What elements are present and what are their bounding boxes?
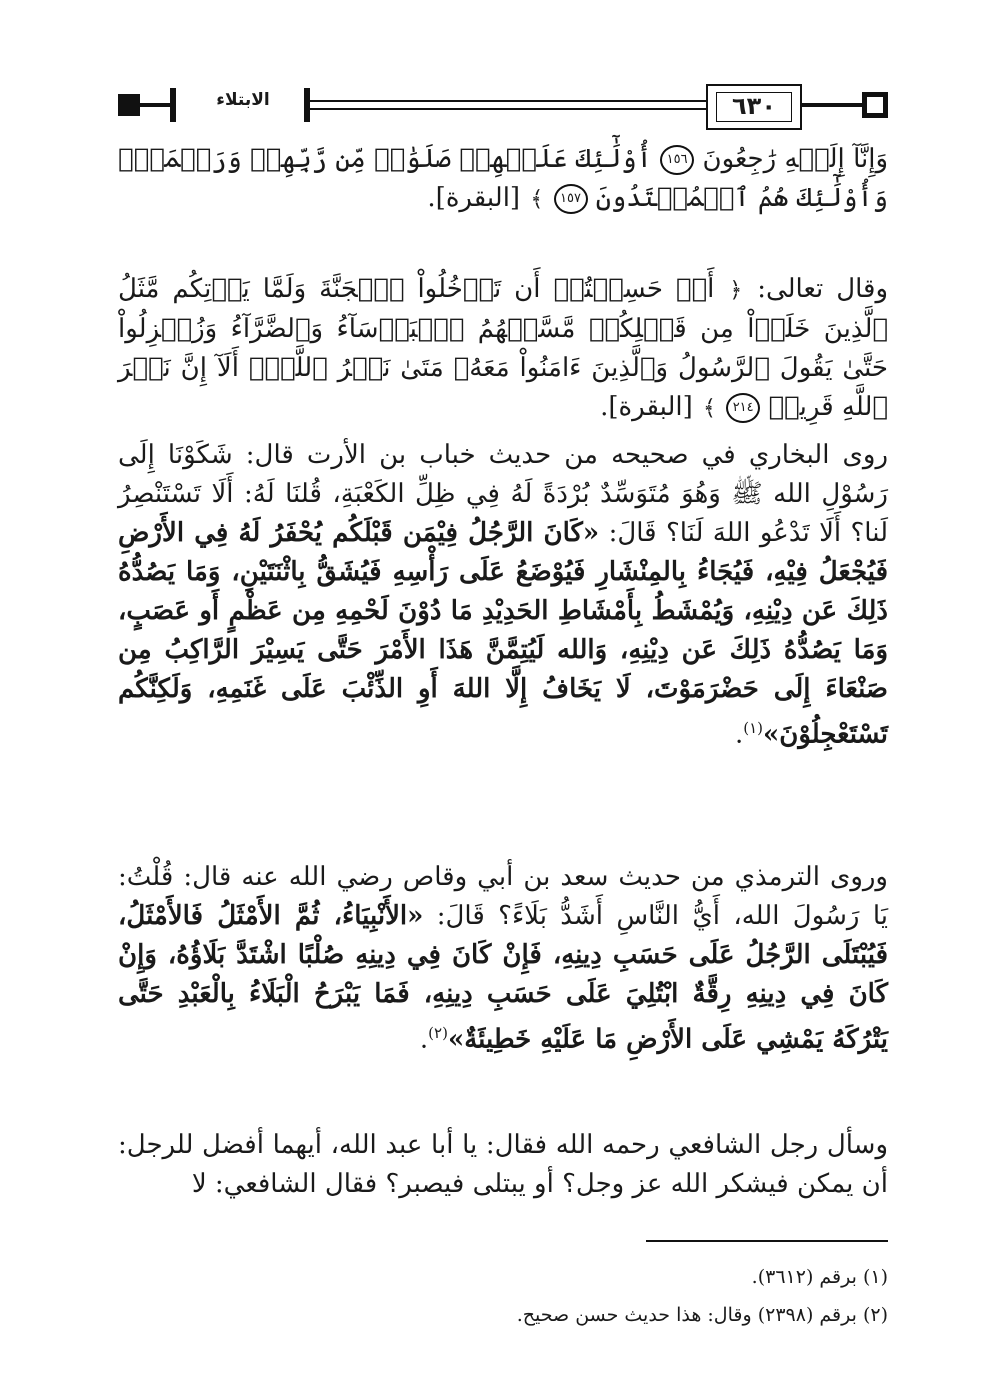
quran-open-bracket: ﴿ [729,278,743,303]
header-rule-double-bottom [310,108,706,110]
paragraph-shafii [118,1126,888,1204]
paragraph-text: وسأل رجل الشافعي رحمه الله فقال: يا أبا عبد الله، أيهما أفضل للرجل: أن يمكن فيشكر الله عز وجل؟ أو يبتلى فيصبر؟ فقال الشافعي: لا [118,1130,888,1199]
paragraph-end: . [734,719,744,750]
hadith-narration: يَا رَسُولَ الله، أَيُّ النَّاسِ أَشَدُّ بَلَاءً؟ قَالَ: [436,901,889,931]
running-title: الابتلاء [216,90,270,110]
quran-close-bracket: ﴾ [530,187,544,212]
footnote-reference: (٢) [428,1024,448,1042]
paragraph-quran-baqarah-156-157 [118,140,888,219]
verse-text: أَمۡ حَسِبۡتُمۡ أَن تَدۡخُلُواْ ٱلۡجَنَّةَ وَلَمَّا يَأۡتِكُم مَّثَلُ ٱلَّذِينَ خَلَوۡاْ مِن قَبۡلِكُمۖ مَّسَّتۡهُمُ ٱلۡبَأۡسَآءُ وَٱلضَّرَّآءُ وَزُلۡزِلُواْ حَتَّىٰ يَقُولَ ٱلرَّسُولُ وَٱلَّذِينَ ءَامَنُواْ مَعَهُۥ مَتَىٰ نَصۡرُ ٱللَّهِۗ أَلَآ إِنَّ نَصۡرَ ٱللَّهِ قَرِيبٞ [118,274,888,422]
paragraph-intro: وقال تعالى: [757,274,889,304]
page-number: ٦٣٠ [732,92,776,120]
paragraph-intro: روى البخاري في صحيحه من حديث خباب بن الأرت قال: [245,440,889,470]
hadith-narration: شَكَوْنَا إِلَى رَسُوْلِ الله ﷺ وَهُوَ مُتَوَسِّدٌ بُرْدَةً لَهُ فِي ظِلِّ الكَعْبَةِ، قُلنَا لَهُ: أَلَا تَسْتَنْصِرُ لَنا؟ أَلَا تَدْعُو اللهَ لَنَا؟ قَالَ: [118,440,888,548]
paragraph-hadith-saad [118,858,888,1060]
surah-reference: [البقرة]. [427,183,521,213]
footnotes [118,1258,888,1334]
header-bar [304,88,310,122]
ayah-number-marker: ٢١٤ [726,393,760,423]
footnote-separator [646,1240,888,1242]
hadith-text: «الأَنْبِيَاءُ، ثُمَّ الأَمْثَلُ فَالأَمْثَلُ، فَيُبْتَلَى الرَّجُلُ عَلَى حَسَبِ دِينِهِ، فَإِنْ كَانَ فِي دِينِهِ صُلْبًا اشْتَدَّ بَلَاؤُهُ، وَإِنْ كَانَ فِي دِينِهِ رِقَّةٌ ابْتُلِيَ عَلَى حَسَبِ دِينِهِ، فَمَا يَبْرَحُ الْبَلَاءُ بِالْعَبْدِ حَتَّى يَتْرُكَهُ يَمْشِي عَلَى الأَرْضِ مَا عَلَيْهِ خَطِيئَةٌ» [118,901,888,1055]
verse-text: أُوْلَٰٓئِكَ عَلَيۡهِمۡ صَلَوَٰتٞ مِّن رَّبِّهِمۡ وَرَحۡمَةٞۖ وَأُوْلَٰٓئِكَ هُمُ ٱلۡمُهۡتَدُونَ [118,144,888,213]
footnote-1: (١) برقم (٣٦١٢). [751,1266,888,1288]
hadith-text: «كَانَ الرَّجُلُ فِيْمَن قَبْلَكُم يُحْفَرُ لَهُ فِي الأَرْضِ فَيُجْعَلُ فِيْهِ، فَيُجَاءُ بِالمِنْشَارِ فَيُوْضَعُ عَلَى رَأْسِهِ فَيُشَقُّ بِاثْنَتَيْنِ، وَمَا يَصُدُّهُ ذَلِكَ عَن دِيْنِهِ، وَيُمْشَطُ بِأَمْشَاطِ الحَدِيْدِ مَا دُوْنَ لَحْمِهِ مِن عَظْمٍ أَو عَصَبٍ، وَمَا يَصُدُّهُ ذَلِكَ عَن دِيْنِهِ، وَالله لَيُتِمَّنَّ هَذَا الأَمْرَ حَتَّى يَسِيْرَ الرَّاكِبُ مِن صَنْعَاءَ إِلَى حَضْرَمَوْتَ، لَا يَخَافُ إِلَّا اللهَ أَوِ الذِّئْبَ عَلَى غَنَمِهِ، وَلَكِنَّكُم تَسْتَعْجِلُوْنَ» [118,518,888,750]
paragraph-hadith-khabbab [118,436,888,755]
page-number-frame [706,84,802,130]
header-hollow-square-ornament [862,92,888,118]
header-rule-double-top [310,100,706,102]
header-rule-right [802,103,862,107]
paragraph-intro: وروى الترمذي من حديث سعد بن أبي وقاص رضي الله عنه قال: قُلْتُ: [118,862,888,892]
verse-text: وَإِنَّآ إِلَيۡهِ رَٰجِعُونَ [702,144,889,174]
paragraph-end: . [419,1024,429,1055]
page-header [118,84,888,128]
header-square-ornament [118,94,140,116]
paragraph-quran-baqarah-214 [118,270,888,428]
footnote-reference: (١) [743,719,763,737]
header-rule-left [140,103,170,107]
footnote-2: (٢) برقم (٢٣٩٨) وقال: هذا حديث حسن صحيح. [516,1304,888,1326]
surah-reference: [البقرة]. [600,392,693,422]
header-bar [170,88,176,122]
ayah-number-marker: ١٥٦ [660,145,694,175]
ayah-number-marker: ١٥٧ [554,184,588,214]
quran-close-bracket: ﴾ [703,396,716,421]
